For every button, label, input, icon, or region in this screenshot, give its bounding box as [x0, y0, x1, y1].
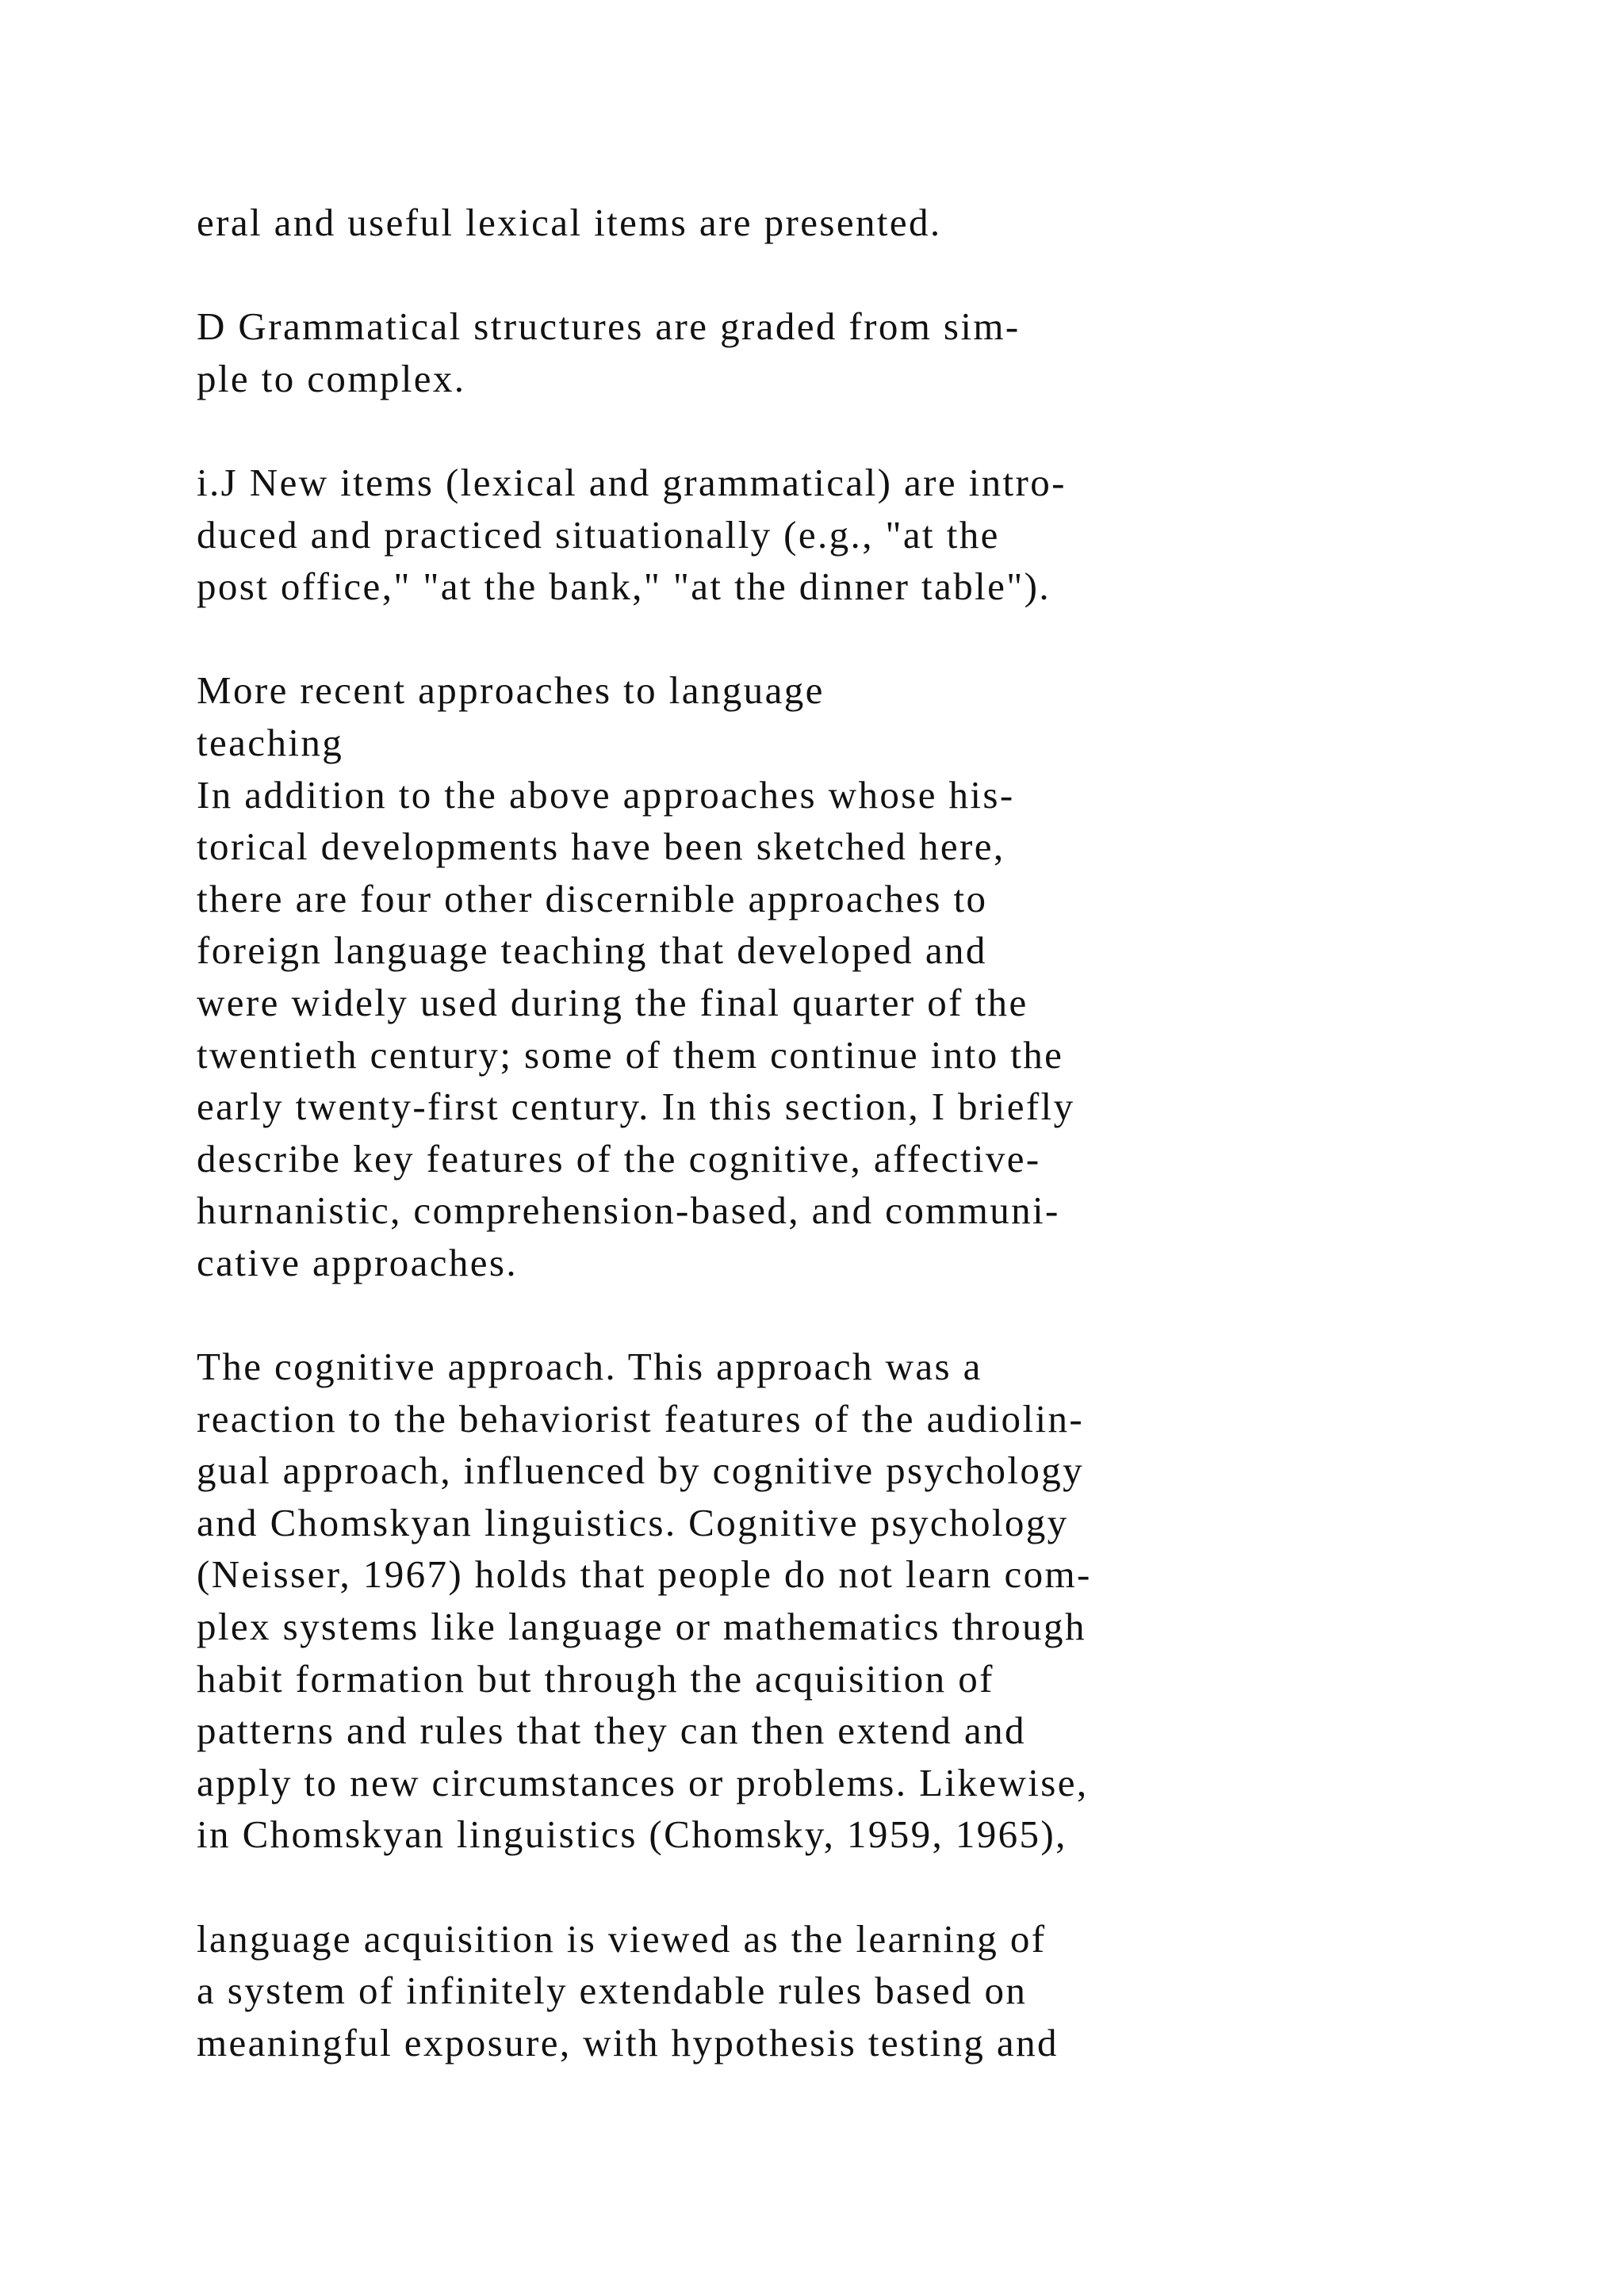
text-line: habit formation but through the acquisition of [197, 1656, 994, 1701]
paragraph-lexical-items-end [197, 197, 1434, 249]
text-line: language acquisition is viewed as the learning of [197, 1916, 1047, 1961]
paragraph-language-acquisition [197, 1913, 1434, 2069]
text-line: cative approaches. [197, 1240, 519, 1284]
text-line: describe key features of the cognitive, affective- [197, 1136, 1041, 1181]
paragraph-gap [197, 1288, 1434, 1341]
text-line: patterns and rules that they can then extend and [197, 1709, 1026, 1753]
text-line: plex systems like language or mathematics through [197, 1605, 1086, 1649]
paragraph-gap [197, 613, 1434, 665]
text-line: i.J New items (lexical and grammatical) are intro- [197, 460, 1067, 504]
text-line: foreign language teaching that developed and [197, 928, 987, 973]
text-line: teaching [197, 720, 344, 764]
list-item-grammatical-structures [197, 300, 1434, 404]
text-line: there are four other discernible approaches to [197, 876, 988, 920]
text-line: D Grammatical structures are graded from sim- [197, 304, 1021, 349]
text-line: More recent approaches to language [197, 668, 825, 713]
text-line: and Chomskyan linguistics. Cognitive psychology [197, 1500, 1069, 1544]
text-line: duced and practiced situationally (e.g., "at the [197, 512, 1000, 557]
text-line: gual approach, influenced by cognitive psychology [197, 1448, 1085, 1493]
text-line: in Chomskyan linguistics (Chomsky, 1959, 1965), [197, 1812, 1067, 1857]
section-recent-approaches [197, 664, 1434, 1288]
paragraph-gap [197, 1861, 1434, 1913]
text-line: a system of infinitely extendable rules based on [197, 1969, 1028, 2013]
text-line: were widely used during the final quarter of the [197, 980, 1028, 1024]
paragraph-cognitive-approach [197, 1341, 1434, 1861]
text-line: twentieth century; some of them continue into the [197, 1032, 1064, 1077]
text-line: torical developments have been sketched here, [197, 825, 1005, 869]
paragraph-gap [197, 404, 1434, 457]
text-line: apply to new circumstances or problems. Likewise, [197, 1760, 1089, 1804]
paragraph-gap [197, 249, 1434, 301]
text-line: The cognitive approach. This approach was a [197, 1345, 982, 1389]
text-line: meaningful exposure, with hypothesis testing and [197, 2020, 1059, 2064]
text-column [197, 197, 1434, 2068]
text-line: eral and useful lexical items are presented. [197, 201, 942, 244]
text-line: reaction to the behaviorist features of the audiolin- [197, 1396, 1085, 1441]
text-line: In addition to the above approaches whose his- [197, 772, 1015, 817]
text-line: (Neisser, 1967) holds that people do not learn com- [197, 1552, 1092, 1597]
text-line: ple to complex. [197, 356, 466, 400]
text-line: early twenty-first century. In this section, I briefly [197, 1085, 1075, 1129]
text-line: post office," "at the bank," "at the dinner table"). [197, 564, 1051, 609]
list-item-new-items [197, 457, 1434, 613]
text-line: hurnanistic, comprehension-based, and communi- [197, 1188, 1060, 1233]
